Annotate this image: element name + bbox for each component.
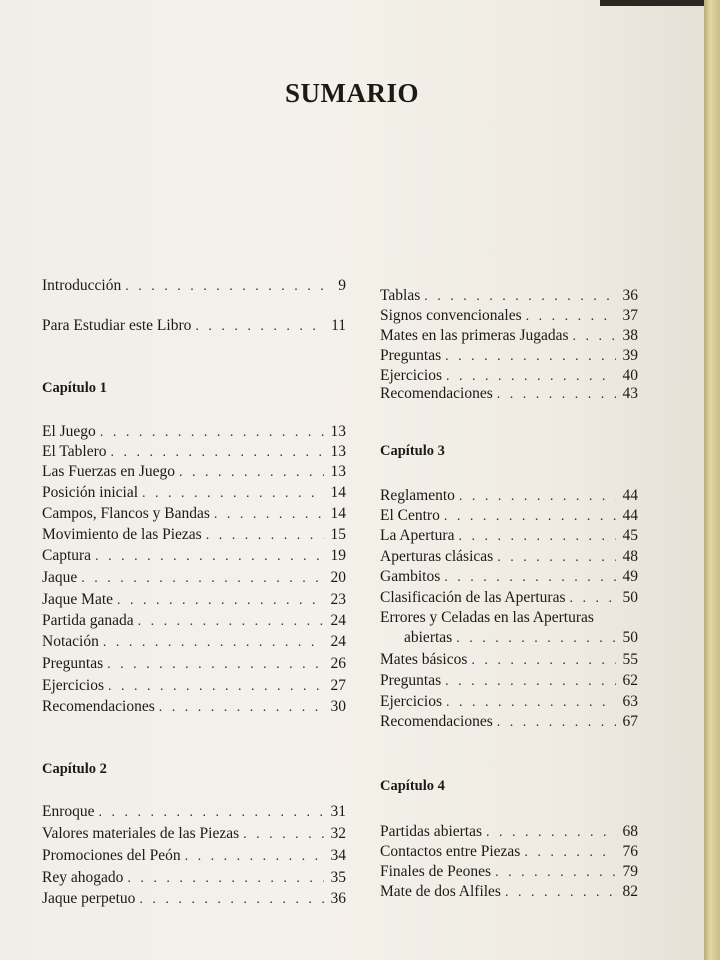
toc-entry: Captura . . . 19 xyxy=(42,546,346,568)
toc-entry: Preguntas . . . 39 xyxy=(380,346,638,368)
toc-entry: Ejercicios . . . 27 xyxy=(42,676,346,698)
toc-entry: El Tablero . . . 13 xyxy=(42,442,346,464)
page-title: SUMARIO xyxy=(284,78,419,108)
chapter-heading: Capítulo 1 xyxy=(42,380,107,396)
toc-entry: Gambitos . . . 49 xyxy=(380,567,638,589)
toc-entry: Contactos entre Piezas . . . 76 xyxy=(380,842,638,864)
toc-entry: Notación . . . 24 xyxy=(42,632,346,654)
toc-entry: Mates en las primeras Jugadas . . . 38 xyxy=(380,326,638,348)
page-top-edge xyxy=(600,0,704,6)
chapter-heading: Capítulo 2 xyxy=(42,761,107,777)
chapter-heading: Capítulo 4 xyxy=(380,778,445,794)
toc-entry: Enroque . . . 31 xyxy=(42,802,346,824)
toc-entry: Aperturas clásicas . . . 48 xyxy=(380,547,638,569)
toc-entry: Promociones del Peón . . . 34 xyxy=(42,846,346,868)
toc-entry: La Apertura . . . 45 xyxy=(380,526,638,548)
toc-entry: Ejercicios . . . 40 xyxy=(380,366,638,388)
toc-entry: Para Estudiar este Libro . . . 11 xyxy=(42,316,346,338)
toc-entry: Preguntas . . . 62 xyxy=(380,671,638,693)
toc-entry: Movimiento de las Piezas . . . 15 xyxy=(42,525,346,547)
toc-entry: Valores materiales de las Piezas . . . 32 xyxy=(42,824,346,846)
toc-entry: Reglamento . . . 44 xyxy=(380,486,638,508)
toc-entry: Jaque Mate . . . 23 xyxy=(42,590,346,612)
toc-entry: Clasificación de las Aperturas . . . 50 xyxy=(380,588,638,610)
toc-entry: Introducción . . . 9 xyxy=(42,276,346,298)
toc-entry: Las Fuerzas en Juego . . . 13 xyxy=(42,462,346,484)
toc-entry: Partida ganada . . . 24 xyxy=(42,611,346,633)
toc-entry: Finales de Peones . . . 79 xyxy=(380,862,638,884)
toc-entry: Mate de dos Alfiles . . . 82 xyxy=(380,882,638,904)
toc-entry: Mates básicos . . . 55 xyxy=(380,650,638,672)
toc-entry: El Juego . . . 13 xyxy=(42,422,346,444)
toc-entry: Tablas . . . 36 xyxy=(380,286,638,308)
toc-entry: Posición inicial . . . 14 xyxy=(42,483,346,505)
toc-entry: Recomendaciones . . . 30 xyxy=(42,697,346,719)
chapter-heading: Capítulo 3 xyxy=(380,443,445,459)
toc-entry-multiline: Errores y Celadas en las Aperturas abiertas . . . 50 xyxy=(380,608,638,648)
toc-entry: El Centro . . . 44 xyxy=(380,506,638,528)
toc-entry: Campos, Flancos y Bandas . . . 14 xyxy=(42,504,346,526)
toc-entry: Jaque . . . 20 xyxy=(42,568,346,590)
toc-entry: Ejercicios . . . 63 xyxy=(380,692,638,714)
toc-entry: Jaque perpetuo . . . 36 xyxy=(42,889,346,911)
toc-entry: Partidas abiertas . . . 68 xyxy=(380,822,638,844)
toc-entry: Rey ahogado . . . 35 xyxy=(42,868,346,890)
toc-entry: Preguntas . . . 26 xyxy=(42,654,346,676)
toc-entry: Recomendaciones . . . 67 xyxy=(380,712,638,734)
toc-entry: Recomendaciones . . . 43 xyxy=(380,384,638,406)
toc-entry: Signos convencionales . . . 37 xyxy=(380,306,638,328)
book-spine-edge xyxy=(704,0,720,960)
